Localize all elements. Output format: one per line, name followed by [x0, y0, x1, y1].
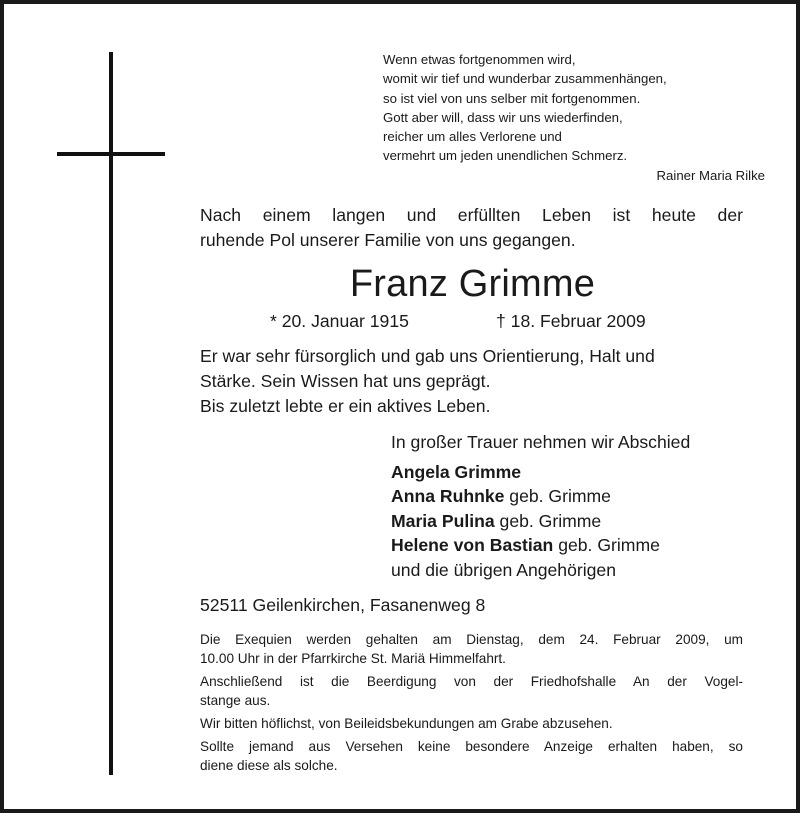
poem-line: Gott aber will, dass wir uns wiederfinden,: [383, 109, 623, 125]
mourner-entry: [391, 533, 751, 558]
notice-paragraph: [200, 714, 743, 733]
notice-line: 10.00 Uhr in der Pfarrkirche St. Mariä Himmelfahrt.: [200, 651, 506, 666]
poem-line: reicher um alles Verlorene und: [383, 129, 562, 145]
mourner-suffix: geb. Grimme: [504, 486, 611, 506]
poem-quote: [383, 50, 773, 185]
mourner-name: Anna Ruhnke: [391, 486, 505, 506]
mourner-entry: [391, 509, 751, 534]
notice-paragraph: [200, 630, 743, 668]
mourners-block: [391, 430, 751, 582]
cross-vertical-bar: [109, 52, 113, 775]
intro-line: Nach einem langen und erfüllten Leben ist heute der: [200, 205, 743, 225]
cross-horizontal-bar: [57, 152, 165, 156]
mourner-entry: [391, 460, 751, 485]
notice-paragraph: [200, 672, 743, 710]
mourners-closing: und die übrigen Angehörigen: [391, 559, 616, 580]
birth-date: * 20. Januar 1915: [270, 311, 409, 331]
biography-line: Er war sehr fürsorglich und gab uns Orientierung, Halt und: [200, 346, 655, 366]
notice-line: Wir bitten höflichst, von Beileidsbekundungen am Grabe abzusehen.: [200, 716, 613, 731]
family-address: 52511 Geilenkirchen, Fasanenweg 8: [200, 595, 486, 615]
biography-line: Stärke. Sein Wissen hat uns geprägt.: [200, 371, 491, 391]
mourner-entry: [391, 484, 751, 509]
mourner-name: Angela Grimme: [391, 461, 522, 482]
notice-line: stange aus.: [200, 693, 271, 708]
biography-text: [200, 344, 743, 419]
poem-line: vermehrt um jeden unendlichen Schmerz.: [383, 148, 628, 164]
poem-line: so ist viel von uns selber mit fortgenommen.: [383, 90, 641, 106]
deceased-name: Franz Grimme: [349, 263, 596, 305]
poem-line: womit wir tief und wunderbar zusammenhängen,: [383, 71, 667, 87]
intro-text: [200, 203, 743, 253]
poem-line: Wenn etwas fortgenommen wird,: [383, 52, 576, 67]
notice-line: Anschließend ist die Beerdigung von der Friedhofshalle An der Vogel-: [200, 674, 743, 689]
death-date: † 18. Februar 2009: [496, 311, 646, 331]
mourner-name: Maria Pulina: [391, 510, 495, 531]
intro-line: ruhende Pol unserer Familie von uns gegangen.: [200, 230, 576, 250]
poem-author: Rainer Maria Rilke: [656, 167, 765, 183]
mourner-suffix: geb. Grimme: [494, 510, 602, 531]
notice-line: diene diese als solche.: [200, 758, 338, 773]
mourners-heading: In großer Trauer nehmen wir Abschied: [391, 432, 691, 452]
notice-line: Sollte jemand aus Versehen keine besondere Anzeige erhalten haben, so: [200, 739, 743, 754]
mourner-suffix: geb. Grimme: [553, 535, 660, 555]
notice-line: Die Exequien werden gehalten am Dienstag, dem 24. Februar 2009, um: [200, 632, 743, 647]
notice-paragraph: [200, 737, 743, 775]
funeral-notices: [200, 630, 743, 779]
biography-line: Bis zuletzt lebte er ein aktives Leben.: [200, 396, 491, 416]
mourner-name: Helene von Bastian: [391, 535, 554, 555]
